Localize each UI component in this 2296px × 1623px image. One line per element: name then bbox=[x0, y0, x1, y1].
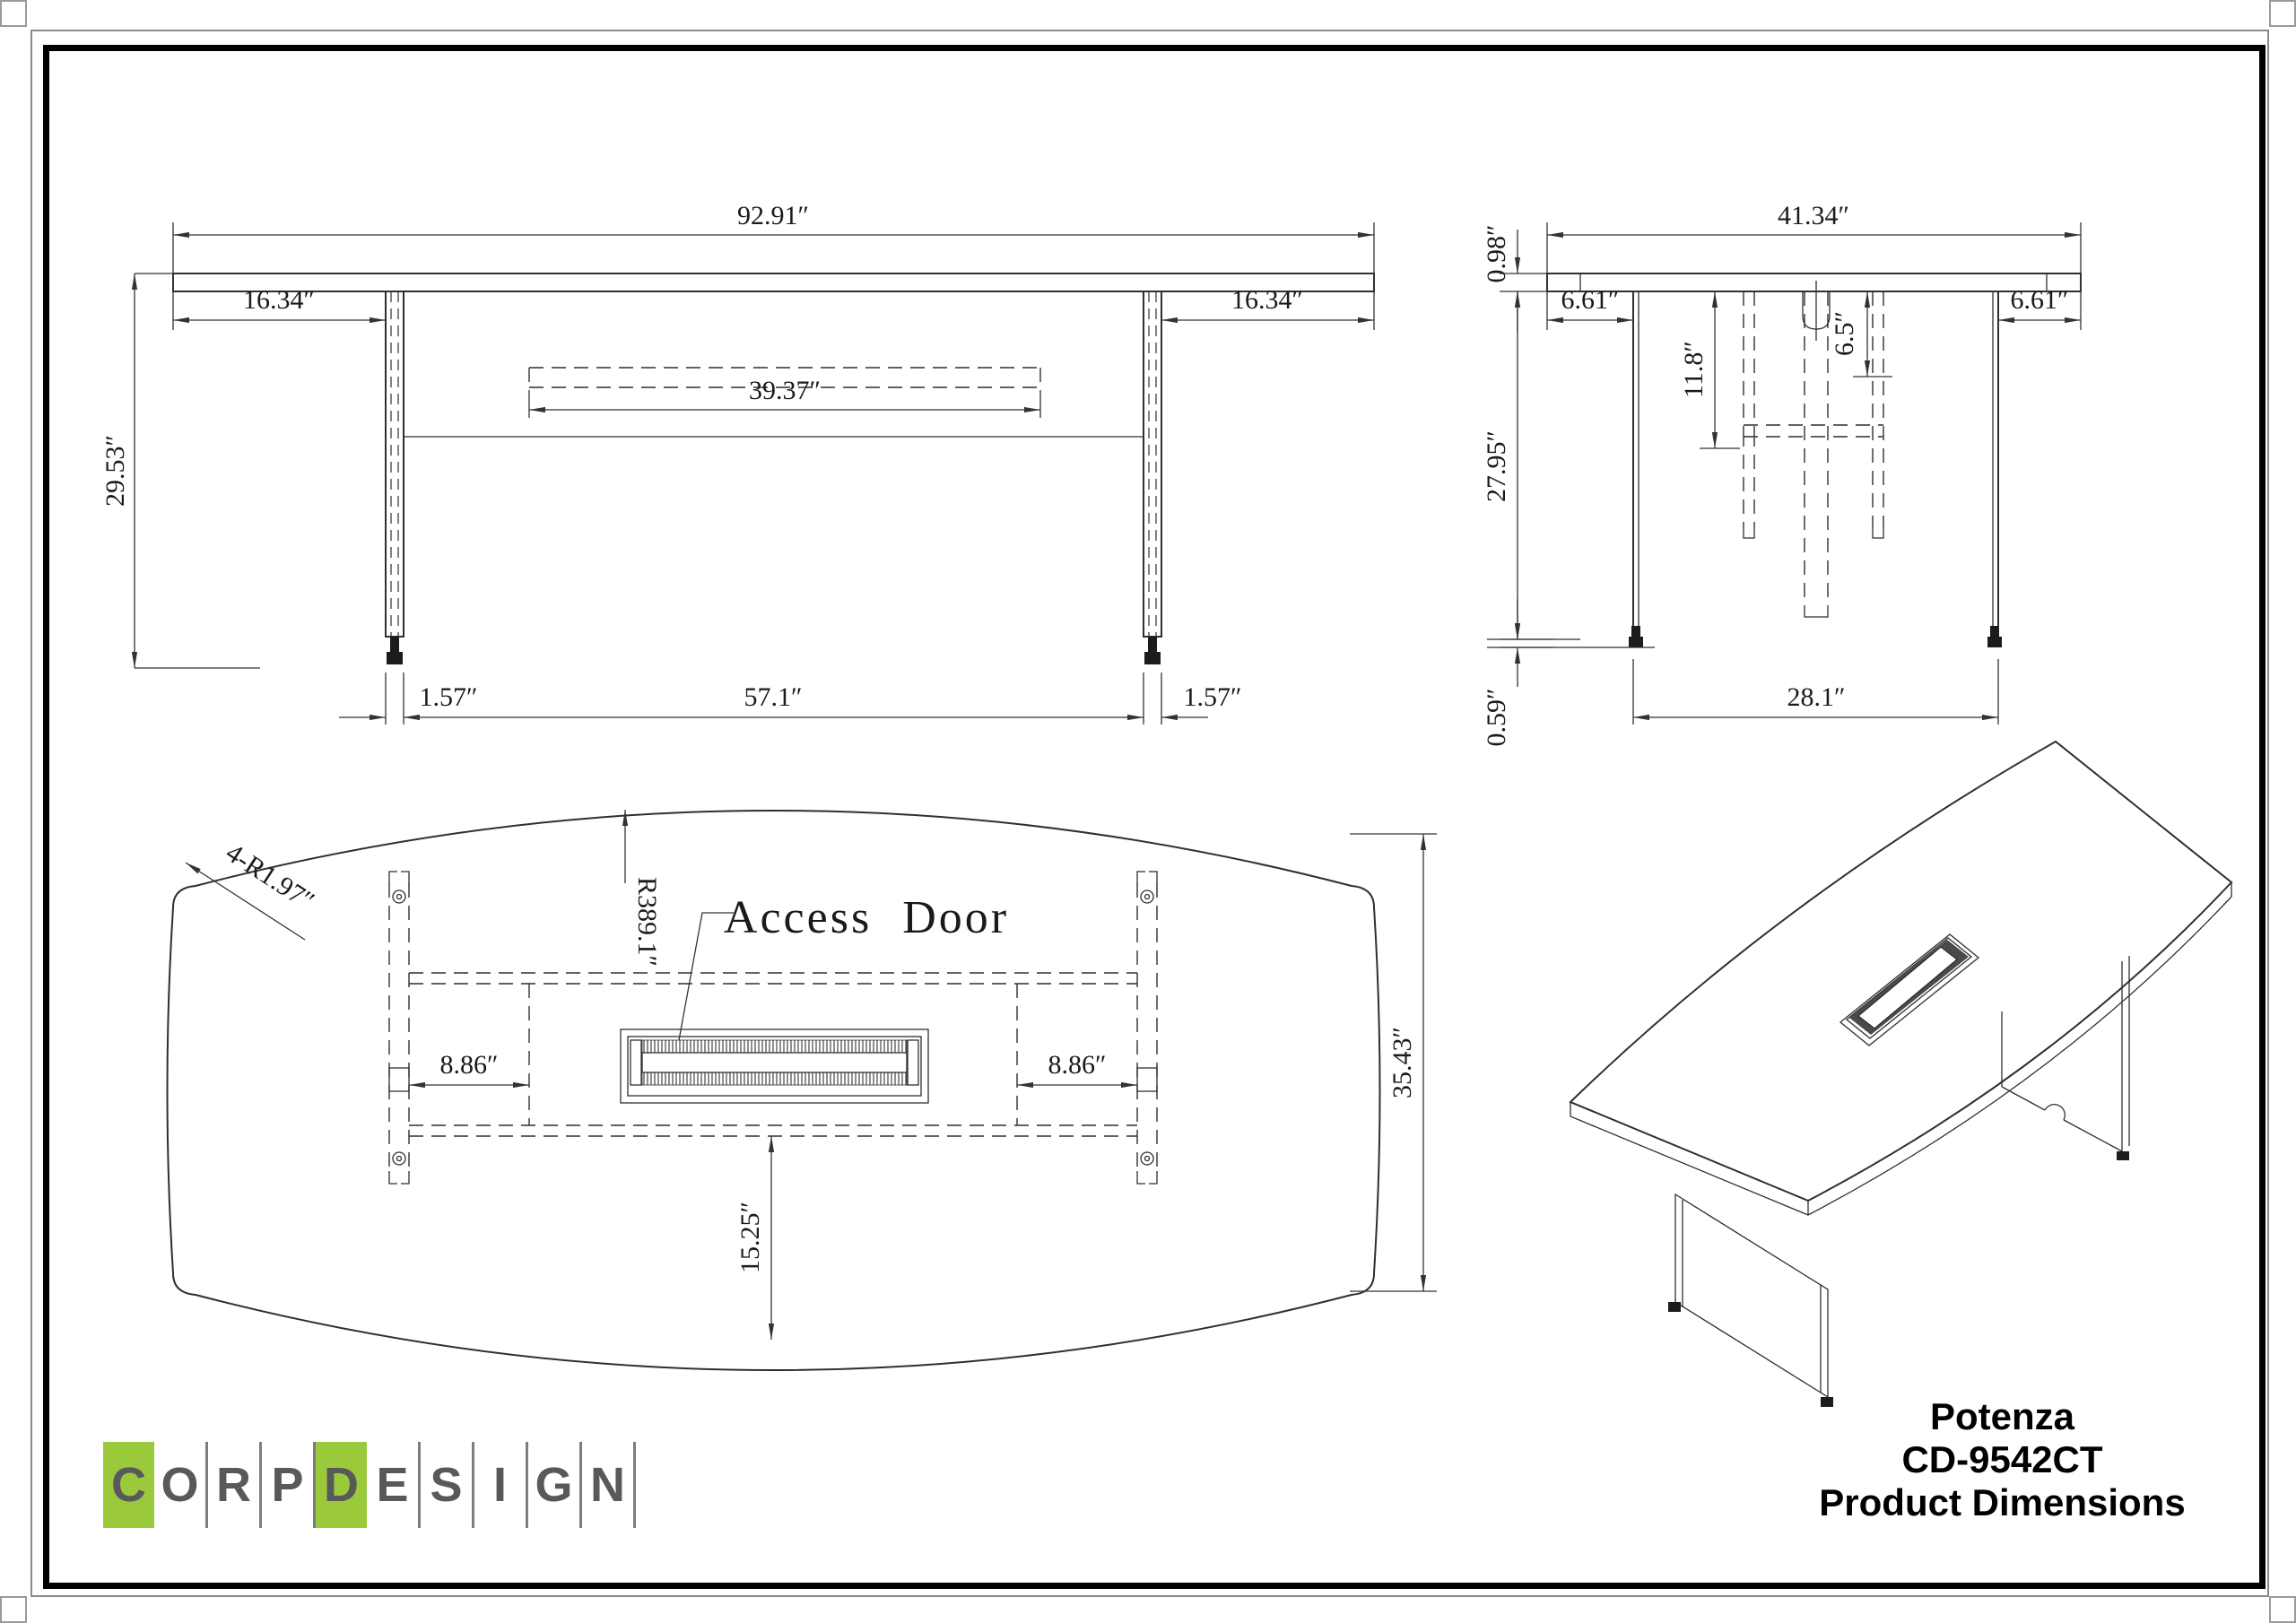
edge-radius-callout bbox=[625, 810, 662, 967]
dim-text: 15.25″ bbox=[735, 1202, 765, 1273]
dim-text: 11.8″ bbox=[1679, 341, 1709, 398]
iso-rear-leg bbox=[2002, 956, 2129, 1160]
side-elevation-view bbox=[1482, 201, 2081, 747]
dim-top-right-door-offset bbox=[1017, 1050, 1137, 1085]
iso-front-leg bbox=[1668, 1194, 1833, 1407]
dim-front-bottom bbox=[339, 673, 1242, 725]
dim-side-base-height bbox=[1482, 291, 1518, 639]
logo-letter: I bbox=[492, 1458, 507, 1512]
dim-text: 8.86″ bbox=[1048, 1050, 1107, 1080]
dim-top-left-door-offset bbox=[409, 1050, 529, 1085]
iso-tabletop bbox=[1570, 742, 2231, 1201]
dim-text: 4-R1.97″ bbox=[221, 838, 320, 916]
product-name: Potenza bbox=[1929, 1395, 2075, 1437]
front-left-foot-glide bbox=[387, 637, 403, 664]
dim-top-door-to-edge bbox=[735, 1136, 771, 1340]
front-right-leg bbox=[1144, 291, 1161, 637]
isometric-view bbox=[1570, 742, 2231, 1407]
dim-side-left-overhang bbox=[1547, 285, 1633, 320]
dim-text: 39.37″ bbox=[749, 376, 821, 405]
logo-letter-block bbox=[528, 1442, 582, 1528]
front-right-foot-glide bbox=[1144, 637, 1161, 664]
dim-side-base-depth bbox=[1633, 659, 1998, 725]
side-foot-glides bbox=[1629, 626, 2002, 647]
dim-text: 16.34″ bbox=[243, 285, 315, 315]
dim-text: 6.61″ bbox=[1561, 285, 1620, 315]
dim-front-left-overhang bbox=[173, 285, 386, 320]
dim-front-right-overhang bbox=[1161, 285, 1374, 320]
logo-letter-block bbox=[474, 1442, 528, 1528]
top-hidden-channel bbox=[409, 973, 1137, 1136]
sheet-caption: Product Dimensions bbox=[1819, 1481, 2186, 1523]
dim-front-tray-width bbox=[529, 376, 1040, 418]
side-tabletop bbox=[1547, 273, 2081, 291]
access-door-label: Access Door bbox=[723, 892, 1010, 943]
dim-text: 16.34″ bbox=[1231, 285, 1303, 315]
logo-letter: P bbox=[271, 1458, 304, 1512]
logo-letter-block bbox=[154, 1442, 208, 1528]
dim-text: 92.91″ bbox=[737, 201, 809, 230]
dim-text: 1.57″ bbox=[1183, 682, 1242, 712]
dim-front-total-width bbox=[173, 201, 1374, 330]
front-left-leg bbox=[386, 291, 404, 637]
top-right-leg-hidden bbox=[1137, 872, 1157, 1184]
model-number: CD-9542CT bbox=[1901, 1438, 2103, 1480]
dim-text: 0.59″ bbox=[1482, 688, 1511, 747]
dim-text: 35.43″ bbox=[1387, 1027, 1417, 1098]
dim-text: 8.86″ bbox=[439, 1050, 499, 1080]
logo-letter: O bbox=[161, 1458, 199, 1512]
logo-letter-block bbox=[103, 1442, 154, 1528]
dim-side-total-depth bbox=[1547, 201, 2081, 330]
side-left-leg bbox=[1633, 291, 1639, 628]
dim-text: 27.95″ bbox=[1482, 430, 1511, 502]
logo-letter-block bbox=[421, 1442, 474, 1528]
dim-text: 57.1″ bbox=[744, 682, 803, 712]
dim-top-end-depth bbox=[1350, 834, 1437, 1291]
logo-letter: G bbox=[535, 1458, 573, 1512]
side-grommet bbox=[1803, 281, 1830, 341]
side-right-leg bbox=[1993, 291, 1998, 628]
title-block bbox=[1709, 1395, 2296, 1524]
logo-letter: N bbox=[590, 1458, 625, 1512]
logo-letter: R bbox=[216, 1458, 251, 1512]
top-left-leg-hidden bbox=[389, 872, 409, 1184]
logo-letter: D bbox=[324, 1458, 359, 1512]
dim-side-channel-depth bbox=[1679, 291, 1740, 448]
logo-letter-block bbox=[367, 1442, 421, 1528]
logo-letter: S bbox=[430, 1458, 463, 1512]
corner-radius-callout bbox=[186, 838, 319, 940]
dim-front-overall-height bbox=[100, 273, 260, 668]
dim-text: 28.1″ bbox=[1787, 682, 1846, 712]
logo-letter-block bbox=[316, 1442, 367, 1528]
logo-letter-block bbox=[208, 1442, 262, 1528]
dim-text: 6.61″ bbox=[2010, 285, 2069, 315]
side-hidden-wire-chase bbox=[1744, 291, 1883, 617]
front-tabletop bbox=[173, 273, 1374, 291]
logo-letter-block bbox=[262, 1442, 316, 1528]
front-elevation-view bbox=[100, 201, 1374, 725]
top-plan-view bbox=[168, 810, 1438, 1370]
top-access-door bbox=[621, 1029, 928, 1103]
logo-letter: C bbox=[111, 1458, 146, 1512]
corpdesign-logo bbox=[103, 1442, 636, 1528]
logo-letter-block bbox=[582, 1442, 636, 1528]
access-door-callout bbox=[679, 892, 1009, 1040]
dim-text: R389.1″ bbox=[632, 876, 662, 968]
dim-text: 6.5″ bbox=[1830, 311, 1859, 356]
dim-text: 0.98″ bbox=[1482, 224, 1511, 283]
logo-letter: E bbox=[376, 1458, 409, 1512]
dim-side-right-overhang bbox=[1998, 285, 2081, 320]
iso-access-door bbox=[1840, 934, 1979, 1046]
dim-text: 29.53″ bbox=[100, 435, 130, 507]
iso-tabletop-edge bbox=[1570, 882, 2231, 1215]
dim-text: 1.57″ bbox=[419, 682, 478, 712]
dim-text: 41.34″ bbox=[1778, 201, 1849, 230]
dim-side-glide-height bbox=[1482, 599, 1553, 747]
